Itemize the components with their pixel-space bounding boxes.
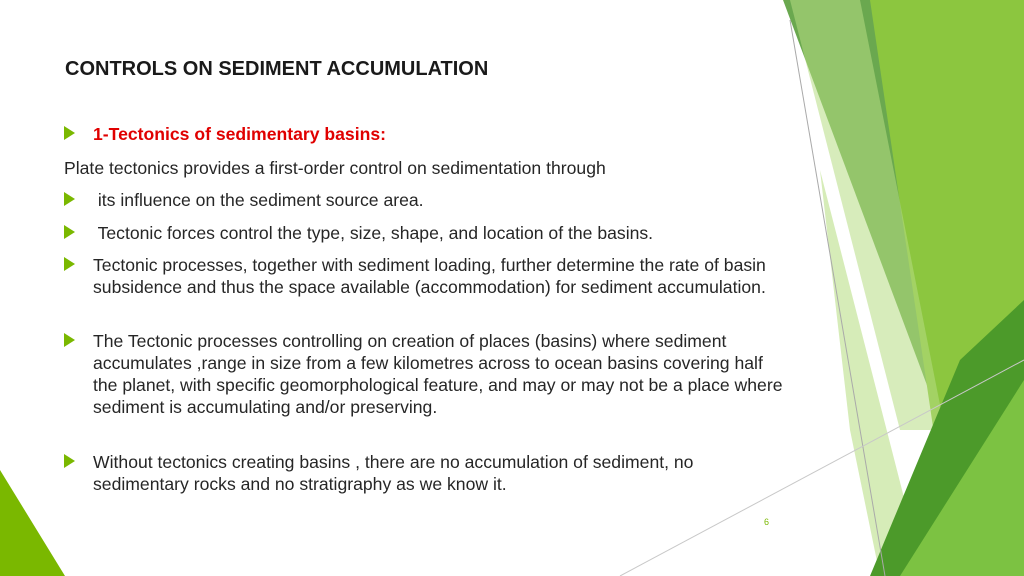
list-item (64, 222, 784, 246)
list-item (64, 330, 784, 446)
list-item (64, 254, 784, 324)
section-heading: 1-Tectonics of sedimentary basins: (93, 124, 386, 144)
list-item (64, 189, 784, 213)
list-item-text: Tectonic processes, together with sediment loading, further determine the rate of basin subsidence and thus the space available (accommodation) for sediment accumulation. (93, 255, 766, 297)
list-item-text: The Tectonic processes controlling on creation of places (basins) where sediment accumulates ,range in size from a few kilometres across to ocean basins covering half the planet, with specific geomorphological feature, and may or may not be a place where sediment is accumulating and/or preserving. (93, 331, 783, 417)
list-item (64, 451, 784, 499)
bullet-arrow-icon (64, 454, 75, 468)
bullet-arrow-icon (64, 192, 75, 206)
list-item-text: its influence on the sediment source area. (93, 190, 424, 210)
page-number: 6 (764, 517, 770, 527)
bullet-arrow-icon (64, 126, 75, 140)
list-item-text: Tectonic forces control the type, size, shape, and location of the basins. (93, 223, 654, 243)
heading-bullet-item (64, 123, 784, 147)
list-item-text: Without tectonics creating basins , there are no accumulation of sediment, no sedimentary rocks and no stratigraphy as we know it. (93, 452, 694, 494)
intro-text: Plate tectonics provides a first-order control on sedimentation through (64, 158, 606, 178)
page-title: CONTROLS ON SEDIMENT ACCUMULATION (65, 58, 489, 80)
bullet-arrow-icon (64, 257, 75, 271)
deco-shape-bottom-left (0, 470, 65, 576)
bullet-arrow-icon (64, 225, 75, 239)
bullet-arrow-icon (64, 333, 75, 347)
